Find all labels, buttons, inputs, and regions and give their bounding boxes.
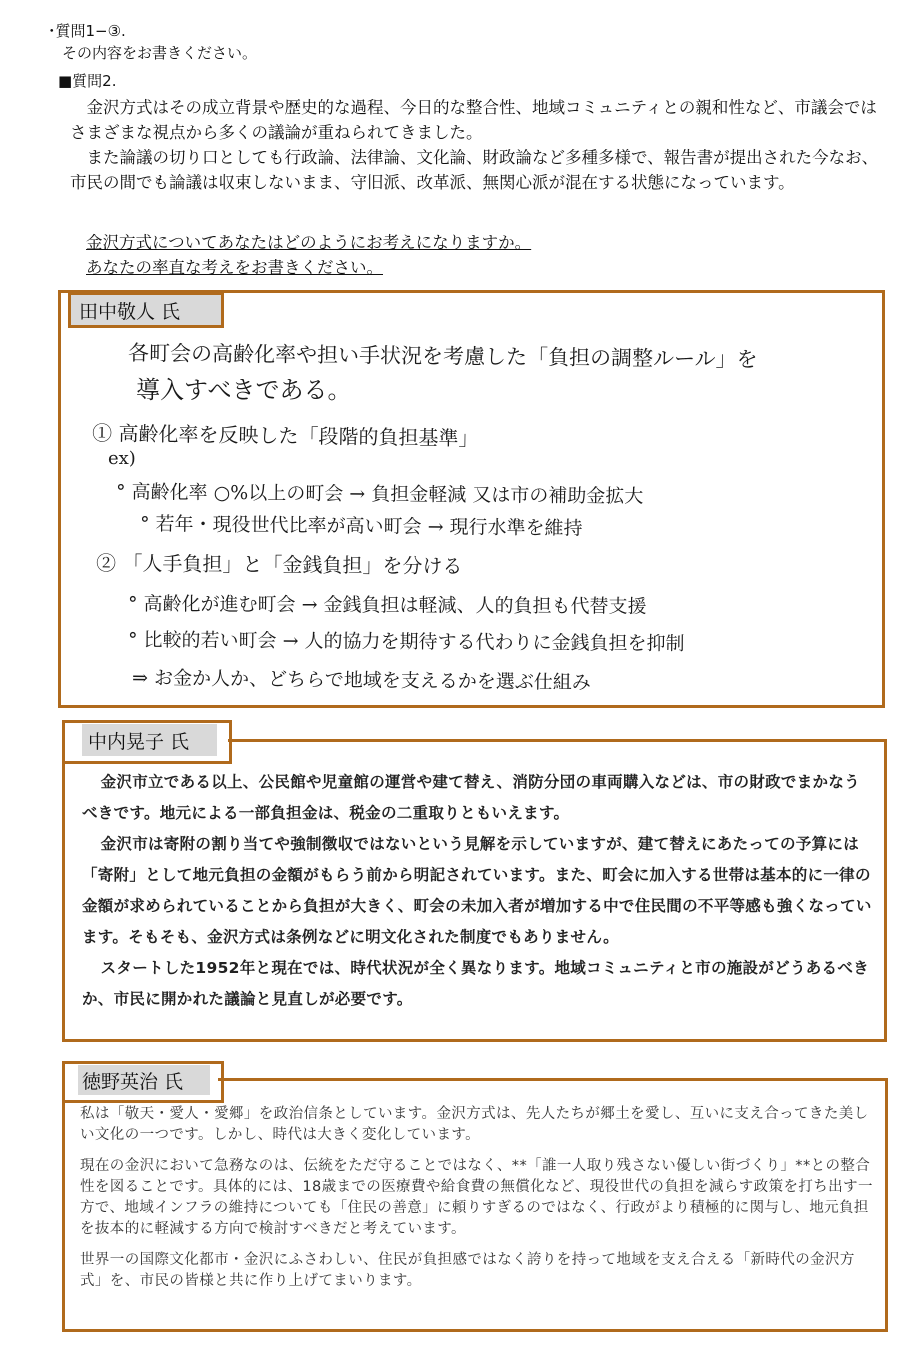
question2-ask-line: 金沢方式についてあなたはどのようにお考えになりますか。	[86, 233, 532, 252]
tanaka-name-tag: 田中敬人 氏	[68, 292, 224, 328]
handwritten-line: ex)	[108, 448, 136, 469]
answer-paragraph: スタートした1952年と現在では、時代状況が全く異なります。地域コミュニティと市の施設がどうあるべきか、市民に開かれた議論と見直しが必要です。	[82, 959, 869, 1008]
handwritten-line: ① 高齢化率を反映した「段階的負担基準」	[91, 421, 479, 451]
nakauchi-name-bracket	[62, 720, 232, 764]
question2-paragraph: また論議の切り口としても行政論、法律論、文化論、財政論など多種多様で、報告書が提出された今なお、市民の間でも論議は収束しないまま、守旧派、改革派、無関心派が混在する状態になっています。	[70, 148, 879, 192]
question1-heading: ･質問1−③.	[48, 22, 126, 40]
answer-paragraph: 私は「敬天・愛人・愛郷」を政治信条としています。金沢方式は、先人たちが郷土を愛し、互いに支え合ってきた美しい文化の一つです。しかし、時代は大きく変化しています。	[80, 1106, 869, 1143]
question1-text: その内容をお書きください。	[62, 44, 258, 62]
question2-paragraph: 金沢方式はその成立背景や歴史的な過程、今日的な整合性、地域コミュニティとの親和性など、市議会ではさまざまな視点から多くの議論が重ねられてきました。	[70, 98, 877, 142]
answer-paragraph: 世界一の国際文化都市・金沢にふさわしい、住民が負担感ではなく誇りを持って地域を支え合える「新時代の金沢方式」を、市民の皆様と共に作り上げてまいります。	[80, 1252, 855, 1289]
tokuno-top-rule	[218, 1078, 888, 1081]
tokuno-name-bracket	[62, 1061, 224, 1103]
answer-paragraph: 金沢市は寄附の割り当てや強制徴収ではないという見解を示していますが、建て替えにあたっての予算には「寄附」として地元負担の金額がもらう前から明記されています。また、町会に加入する世帯は基本的に一律の金額が求められていることから負担が大きく、町会の未加入者が増加する中で住民間の不平等感も強くなっています。そもそも、金沢方式は条例などに明文化された制度でもありません。	[82, 835, 872, 946]
tokuno-name-tag: 徳野英治 氏	[78, 1065, 210, 1095]
question2-ask-line: あなたの率直な考えをお書きください。	[86, 258, 383, 277]
question2-heading: ■質問2.	[58, 72, 117, 90]
handwritten-line: ° 比較的若い町会 → 人的協力を期待する代わりに金銭負担を抑制	[127, 629, 685, 655]
answer-paragraph: 現在の金沢において急務なのは、伝統をただ守ることではなく、**「誰一人取り残さない優しい街づくり」**との整合性を図ることです。具体的には、18歳までの医療費や給食費の無償化など、現役世代の負担を減らす政策を打ち出す一方で、地域インフラの維持についても「住民の善意」に頼りすぎるのではなく、行政がより積極的に関与し、地元負担を抜本的に軽減する方向で検討すべきだと考えています。	[80, 1158, 873, 1237]
handwritten-line: ° 高齢化率 ○%以上の町会 → 負担金軽減 又は市の補助金拡大	[115, 481, 644, 508]
handwritten-line: ② 「人手負担」と「金銭負担」を分ける	[95, 551, 463, 579]
handwritten-line: 各町会の高齢化率や担い手状況を考慮した「負担の調整ルール」を	[127, 341, 758, 372]
handwritten-line: ° 高齢化が進む町会 → 金銭負担は軽減、人的負担も代替支援	[127, 593, 647, 618]
nakauchi-top-rule	[228, 739, 887, 742]
handwritten-line: ⇒ お金か人か、どちらで地域を支えるかを選ぶ仕組み	[131, 667, 591, 694]
answer-paragraph: 金沢市立である以上、公民館や児童館の運営や建て替え、消防分団の車両購入などは、市の財政でまかなうべきです。地元による一部負担金は、税金の二重取りともいえます。	[82, 773, 860, 822]
nakauchi-answer-body	[82, 767, 872, 1015]
handwritten-line: 導入すべきである。	[136, 376, 352, 404]
tokuno-answer-body	[80, 1104, 875, 1302]
nakauchi-name-tag: 中内晃子 氏	[82, 724, 217, 756]
handwritten-line: ° 若年・現役世代比率が高い町会 → 現行水準を維持	[139, 513, 583, 540]
